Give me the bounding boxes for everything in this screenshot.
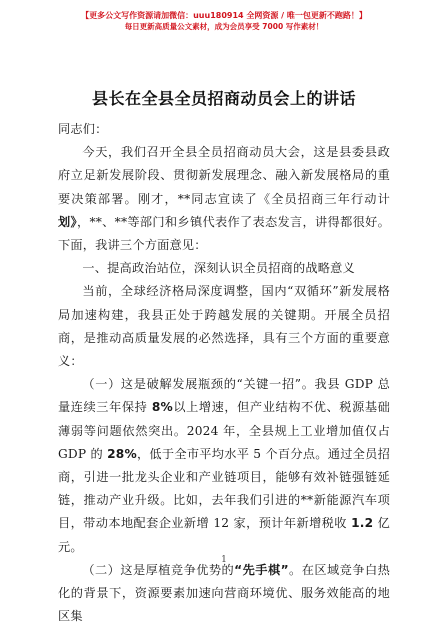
salutation: 同志们： [58,122,108,136]
banner-line-1: 【更多公文写作资源请加微信：uuu180914 全网资源 / 唯一包更新不跑路！】 [81,11,367,20]
bold-text: “先手棋” [234,562,289,577]
paragraph-point-two [58,559,390,628]
promo-banner [0,10,448,32]
paragraph-text: 今天，我们召开全县全员招商动员大会，这是县委县政府立足新发展阶段、贯彻新发展理念、融入新发展格局的重要决策部署。刚才，**同志宣读了《全员招商三年行动计 [58,145,390,206]
bold-text: 划》 [58,214,77,229]
paragraph-text: （一）这是破解发展瓶颈的“关键一招”。我县 GDP 总量连续三年保持 [58,377,390,415]
bold-text: 8% [151,400,173,415]
paragraph-point-one [58,373,390,559]
paragraph-opening [58,141,390,257]
document-body [58,118,390,628]
paragraph-text: ，**、**等部门和乡镇代表作了表态发言，讲得都很好。下面，我讲三个方面意见： [58,214,390,253]
paragraph-text: ，低于全市平均水平 5 个百分点。通过全员招商，引进一批龙头企业和产业链项目，能够有效补链强链延链，推动产业升级。比如，去年我们引进的**新能源汽车项目，带动本地配套企业新增 12 家，预计年新增税收 [58,446,391,531]
document-title: 县长在全县全员招商动员会上的讲话 [91,89,356,108]
paragraph-context: 当前，全球经济格局深度调整，国内“双循环”新发展格局加速构建，我县正处于跨越发展的关键期。开展全员招商，是推动高质量发展的必然选择，具有三个方面的重要意义： [58,284,390,369]
page-number: 1 [221,555,227,565]
paragraph-text: 亿元。 [58,516,390,554]
bold-text: 1.2 [351,516,374,531]
banner-line-2: 每日更新高质量公文素材，成为会员享受 7000 写作素材！ [124,22,324,31]
section-heading: 一、提高政治站位，深刻认识全员招商的战略意义 [82,261,355,276]
paragraph-text: （二）这是厚植竞争优势的 [82,562,235,577]
paragraph-text: 以上增速，但产业结构不优、税源基础薄弱等问题依然突出。2024 年，全县规上工业增加值仅占 GDP 的 [58,400,390,461]
paragraph-text: 。在区域竞争白热化的背景下，资源要素加速向营商环境优、服务效能高的地区集 [58,562,390,624]
bold-text: 28% [107,446,137,461]
